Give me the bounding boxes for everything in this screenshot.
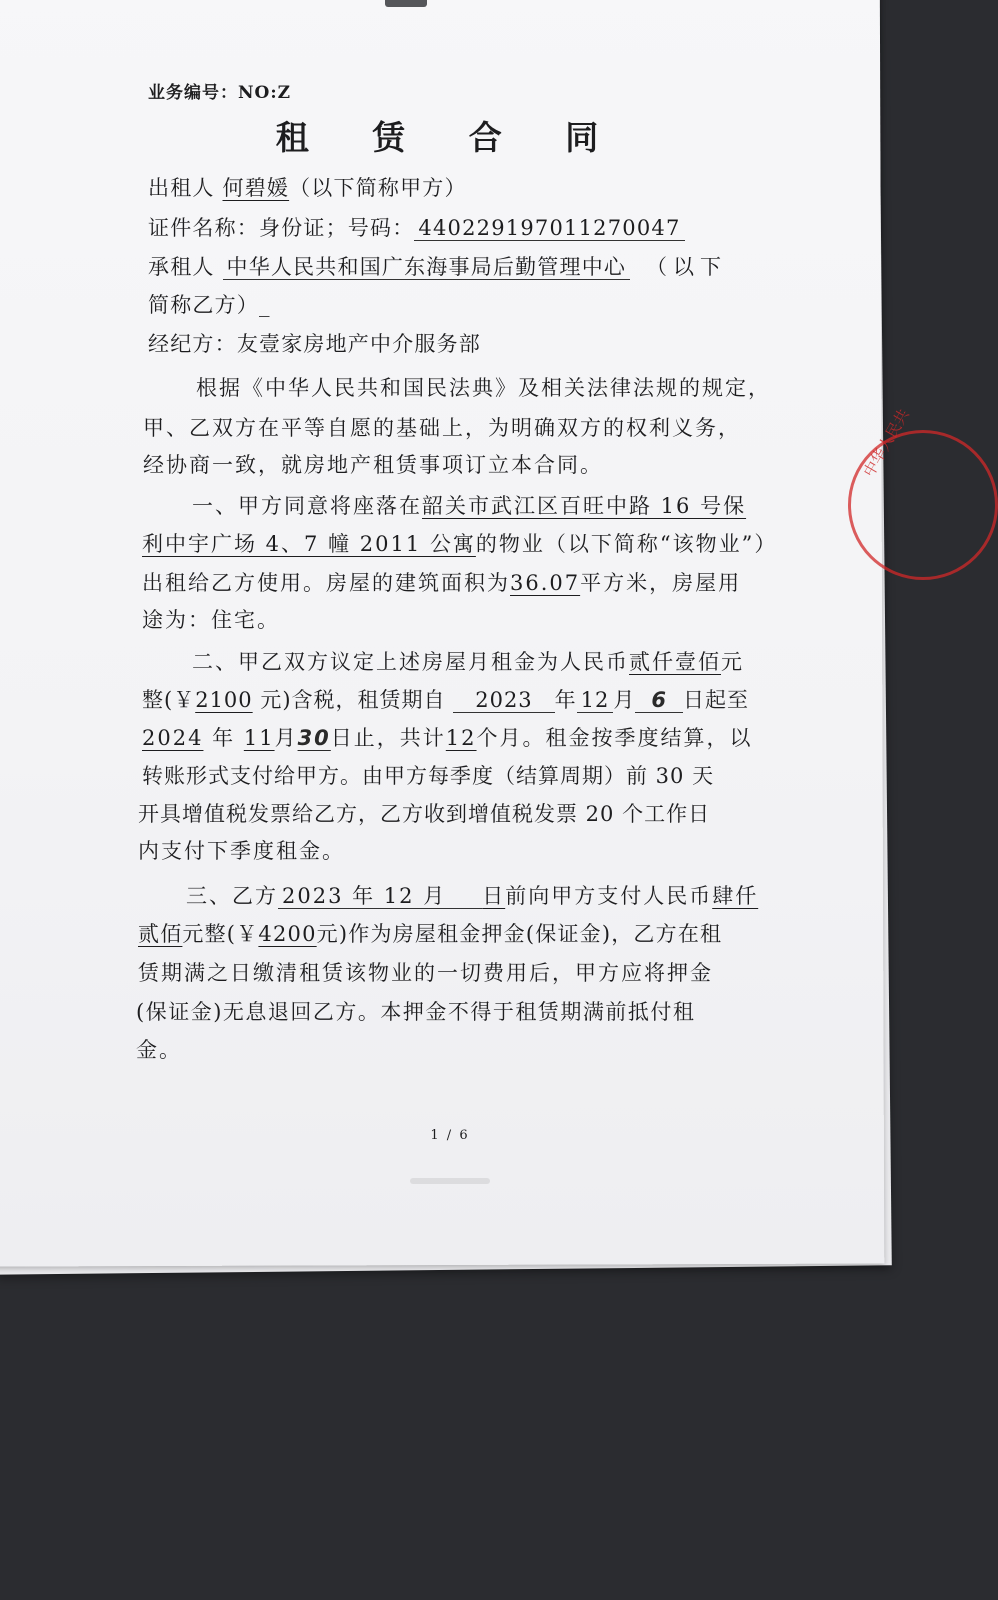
lessee-line: 承租人 中华人民共和国广东海事局后勤管理中心 （以下 xyxy=(148,255,727,279)
preamble-line-1: 根据《中华人民共和国民法典》及相关法律法规的规定， xyxy=(196,376,771,400)
deposit-date: 2023 年 12 月 xyxy=(278,884,482,909)
id-number: 440229197011270047 xyxy=(414,216,684,241)
clause2-line-6: 内支付下季度租金。 xyxy=(138,839,345,863)
lease-start-year: 2023 xyxy=(453,688,554,713)
deposit-amount: 4200 xyxy=(258,922,317,946)
clause2-line-1: 二、甲乙双方议定上述房屋月租金为人民币贰仟壹佰元 xyxy=(192,650,744,674)
deposit-amount-words: 肆仟 xyxy=(712,884,759,908)
clause1-line-2: 利中宇广场 4、7 幢 2011 公寓的物业（以下简称“该物业”） xyxy=(142,532,778,556)
id-line: 证件名称：身份证；号码： 440229197011270047 xyxy=(148,212,685,242)
page-title: 租 赁 合 同 xyxy=(275,118,625,157)
clause2-line-3: 2024 年 11月30日止，共计12个月。租金按季度结算，以 xyxy=(142,726,753,750)
lease-start-month: 12 xyxy=(577,688,614,713)
lessee-note-line: 简称乙方）_ xyxy=(148,293,271,317)
page-number: 1 / 6 xyxy=(430,1128,470,1143)
lease-months: 12 xyxy=(445,726,477,750)
clause2-line-2: 整(￥2100 元)含税，租赁期自 2023 年 12 月 6 日起至 xyxy=(142,688,750,712)
lease-start-day: 6 xyxy=(635,688,683,713)
clause3-line-4: (保证金)无息退回乙方。本押金不得于租赁期满前抵付租 xyxy=(136,1000,696,1024)
seal-text: 中华人民共 xyxy=(859,406,913,480)
preamble-line-2: 甲、乙双方在平等自愿的基础上，为明确双方的权利义务， xyxy=(143,416,741,440)
agent-line: 经纪方：友壹家房地产中介服务部 xyxy=(148,332,482,356)
property-address: 韶关市武江区百旺中路 16 号保 xyxy=(422,494,747,518)
floor-area: 36.07 xyxy=(510,571,581,595)
clause1-line-3: 出租给乙方使用。房屋的建筑面积为36.07平方米，房屋用 xyxy=(142,571,742,595)
clause2-line-4: 转账形式支付给甲方。由甲方每季度（结算周期）前 30 天 xyxy=(142,764,715,788)
lease-end-month: 11 xyxy=(243,726,275,750)
preamble-line-3: 经协商一致，就房地产租赁事项订立本合同。 xyxy=(143,453,603,477)
lease-end-year: 2024 xyxy=(142,726,204,750)
lessor-line: 出租人 何碧媛（以下简称甲方） xyxy=(148,176,467,200)
clause3-line-3: 赁期满之日缴清租赁该物业的一切费用后，甲方应将押金 xyxy=(138,961,713,985)
agent-name: 友壹家房地产中介服务部 xyxy=(236,332,482,356)
ink-smudge xyxy=(410,1178,490,1184)
clause2-line-5: 开具增值税发票给乙方，乙方收到增值税发票 20 个工作日 xyxy=(138,802,711,826)
rent-amount-words: 贰仟壹佰 xyxy=(629,650,721,674)
business-number: 业务编号：NO:Z xyxy=(148,83,292,103)
clause3-line-5: 金。 xyxy=(136,1038,182,1062)
lessee-name: 中华人民共和国广东海事局后勤管理中心 xyxy=(223,255,631,280)
lessor-name: 何碧媛 xyxy=(222,176,290,200)
clause3-line-1: 三、乙方 2023 年 12 月 日前向甲方支付人民币肆仟 xyxy=(186,884,759,908)
lease-end-day: 30 xyxy=(297,726,331,750)
rent-amount: 2100 xyxy=(195,688,253,712)
clause3-line-2: 贰佰元整(￥4200元)作为房屋租金押金(保证金)，乙方在租 xyxy=(138,922,723,946)
clause1-line-1: 一、甲方同意将座落在韶关市武江区百旺中路 16 号保 xyxy=(192,494,747,518)
clause1-line-4: 途为：住宅。 xyxy=(142,608,280,632)
